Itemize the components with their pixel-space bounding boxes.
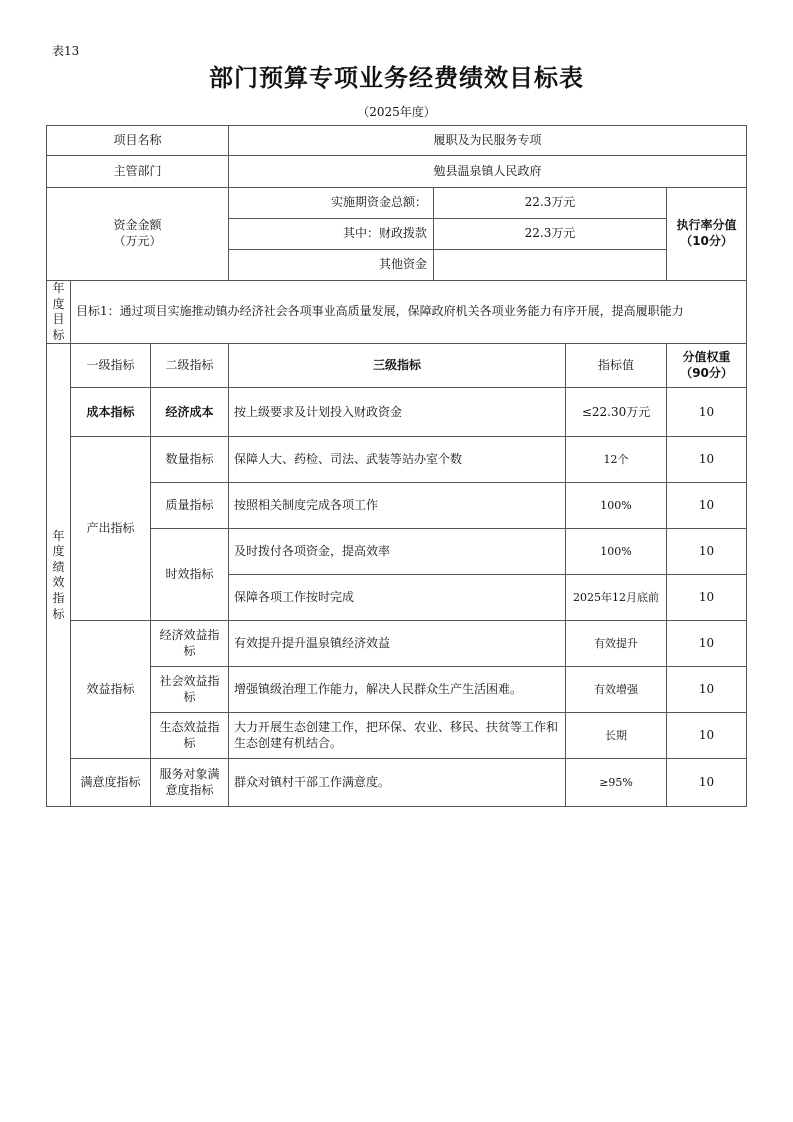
satisfaction-value: ≥95% [566,759,667,807]
project-name-label: 项目名称 [47,126,229,156]
department-value: 勉县温泉镇人民政府 [229,156,747,188]
project-name-row [47,126,747,156]
funds-fiscal-value: 22.3万元 [434,219,667,250]
timeliness-weight-2: 10 [667,575,747,621]
header-level1: 一级指标 [71,344,151,388]
quality-weight: 10 [667,483,747,529]
satisfaction-level1: 满意度指标 [71,759,151,807]
social-value: 有效增强 [566,667,667,713]
funds-total-value: 22.3万元 [434,188,667,219]
annual-goal-row [47,281,747,344]
table-row [47,483,747,529]
timeliness-value-1: 100% [566,529,667,575]
table-code: 表13 [52,44,80,58]
ecological-level2: 生态效益指标 [151,713,229,759]
output-level1: 产出指标 [71,437,151,621]
economic-level2: 经济效益指标 [151,621,229,667]
social-level3: 增强镇级治理工作能力，解决人民群众生产生活困难。 [229,667,566,713]
performance-target-table [46,125,747,807]
indicators-section-cell [47,344,71,807]
cost-level2: 经济成本 [151,388,229,437]
cost-level1: 成本指标 [71,388,151,437]
funds-fiscal-label: 其中：财政拨款 [229,219,434,250]
header-value: 指标值 [566,344,667,388]
execution-rate-label: 执行率分值 [676,218,737,233]
funds-other-value [434,250,667,281]
timeliness-weight-1: 10 [667,529,747,575]
ecological-weight: 10 [667,713,747,759]
header-weight-score: （90分） [680,365,733,380]
funds-other-label: 其他资金 [229,250,434,281]
ecological-value: 长期 [566,713,667,759]
department-row [47,156,747,188]
table-row [47,437,747,483]
annual-goal-label-cell [47,281,71,344]
satisfaction-level3: 群众对镇村干部工作满意度。 [229,759,566,807]
page-title: 部门预算专项业务经费绩效目标表 [209,64,584,92]
funds-label: 资金金额 [113,218,162,233]
cost-level3: 按上级要求及计划投入财政资金 [229,388,566,437]
quality-level3: 按照相关制度完成各项工作 [229,483,566,529]
table-row [47,667,747,713]
annual-goal-text: 目标1：通过项目实施推动镇办经济社会各项事业高质量发展，保障政府机关各项业务能力有序开展，提高履职能力 [71,281,747,344]
table-row [47,713,747,759]
header-weight: 分值权重 [682,350,731,365]
funds-total-row [47,188,747,219]
funds-total-label: 实施期资金总额： [229,188,434,219]
table-row [47,529,747,575]
benefit-level1: 效益指标 [71,621,151,759]
cost-value: ≤22.30万元 [566,388,667,437]
satisfaction-level2: 服务对象满意度指标 [151,759,229,807]
economic-level3: 有效提升提升温泉镇经济效益 [229,621,566,667]
indicators-section-label: 年度绩效指标 [52,528,65,621]
funds-unit: （万元） [113,234,162,248]
quality-level2: 质量指标 [151,483,229,529]
economic-weight: 10 [667,621,747,667]
satisfaction-weight: 10 [667,759,747,807]
quantity-level3: 保障人大、药检、司法、武装等站办室个数 [229,437,566,483]
cost-weight: 10 [667,388,747,437]
quantity-level2: 数量指标 [151,437,229,483]
quantity-weight: 10 [667,437,747,483]
social-level2: 社会效益指标 [151,667,229,713]
execution-rate-score: （10分） [680,234,733,248]
table-row [47,388,747,437]
social-weight: 10 [667,667,747,713]
indicator-header-row [47,344,747,388]
table-row [47,759,747,807]
ecological-level3: 大力开展生态创建工作，把环保、农业、移民、扶贫等工作和生态创建有机结合。 [229,713,566,759]
header-weight-cell [667,344,747,388]
economic-value: 有效提升 [566,621,667,667]
timeliness-level3-1: 及时拨付各项资金，提高效率 [229,529,566,575]
fiscal-year: （2025年度） [357,105,436,119]
timeliness-level3-2: 保障各项工作按时完成 [229,575,566,621]
timeliness-level2: 时效指标 [151,529,229,621]
quality-value: 100% [566,483,667,529]
timeliness-value-2: 2025年12月底前 [566,575,667,621]
execution-rate-cell [667,188,747,281]
funds-label-cell [47,188,229,281]
header-level2: 二级指标 [151,344,229,388]
department-label: 主管部门 [47,156,229,188]
quantity-value: 12个 [566,437,667,483]
header-level3: 三级指标 [229,344,566,388]
table-row [47,621,747,667]
project-name-value: 履职及为民服务专项 [229,126,747,156]
annual-goal-label: 年度目标 [52,281,65,342]
